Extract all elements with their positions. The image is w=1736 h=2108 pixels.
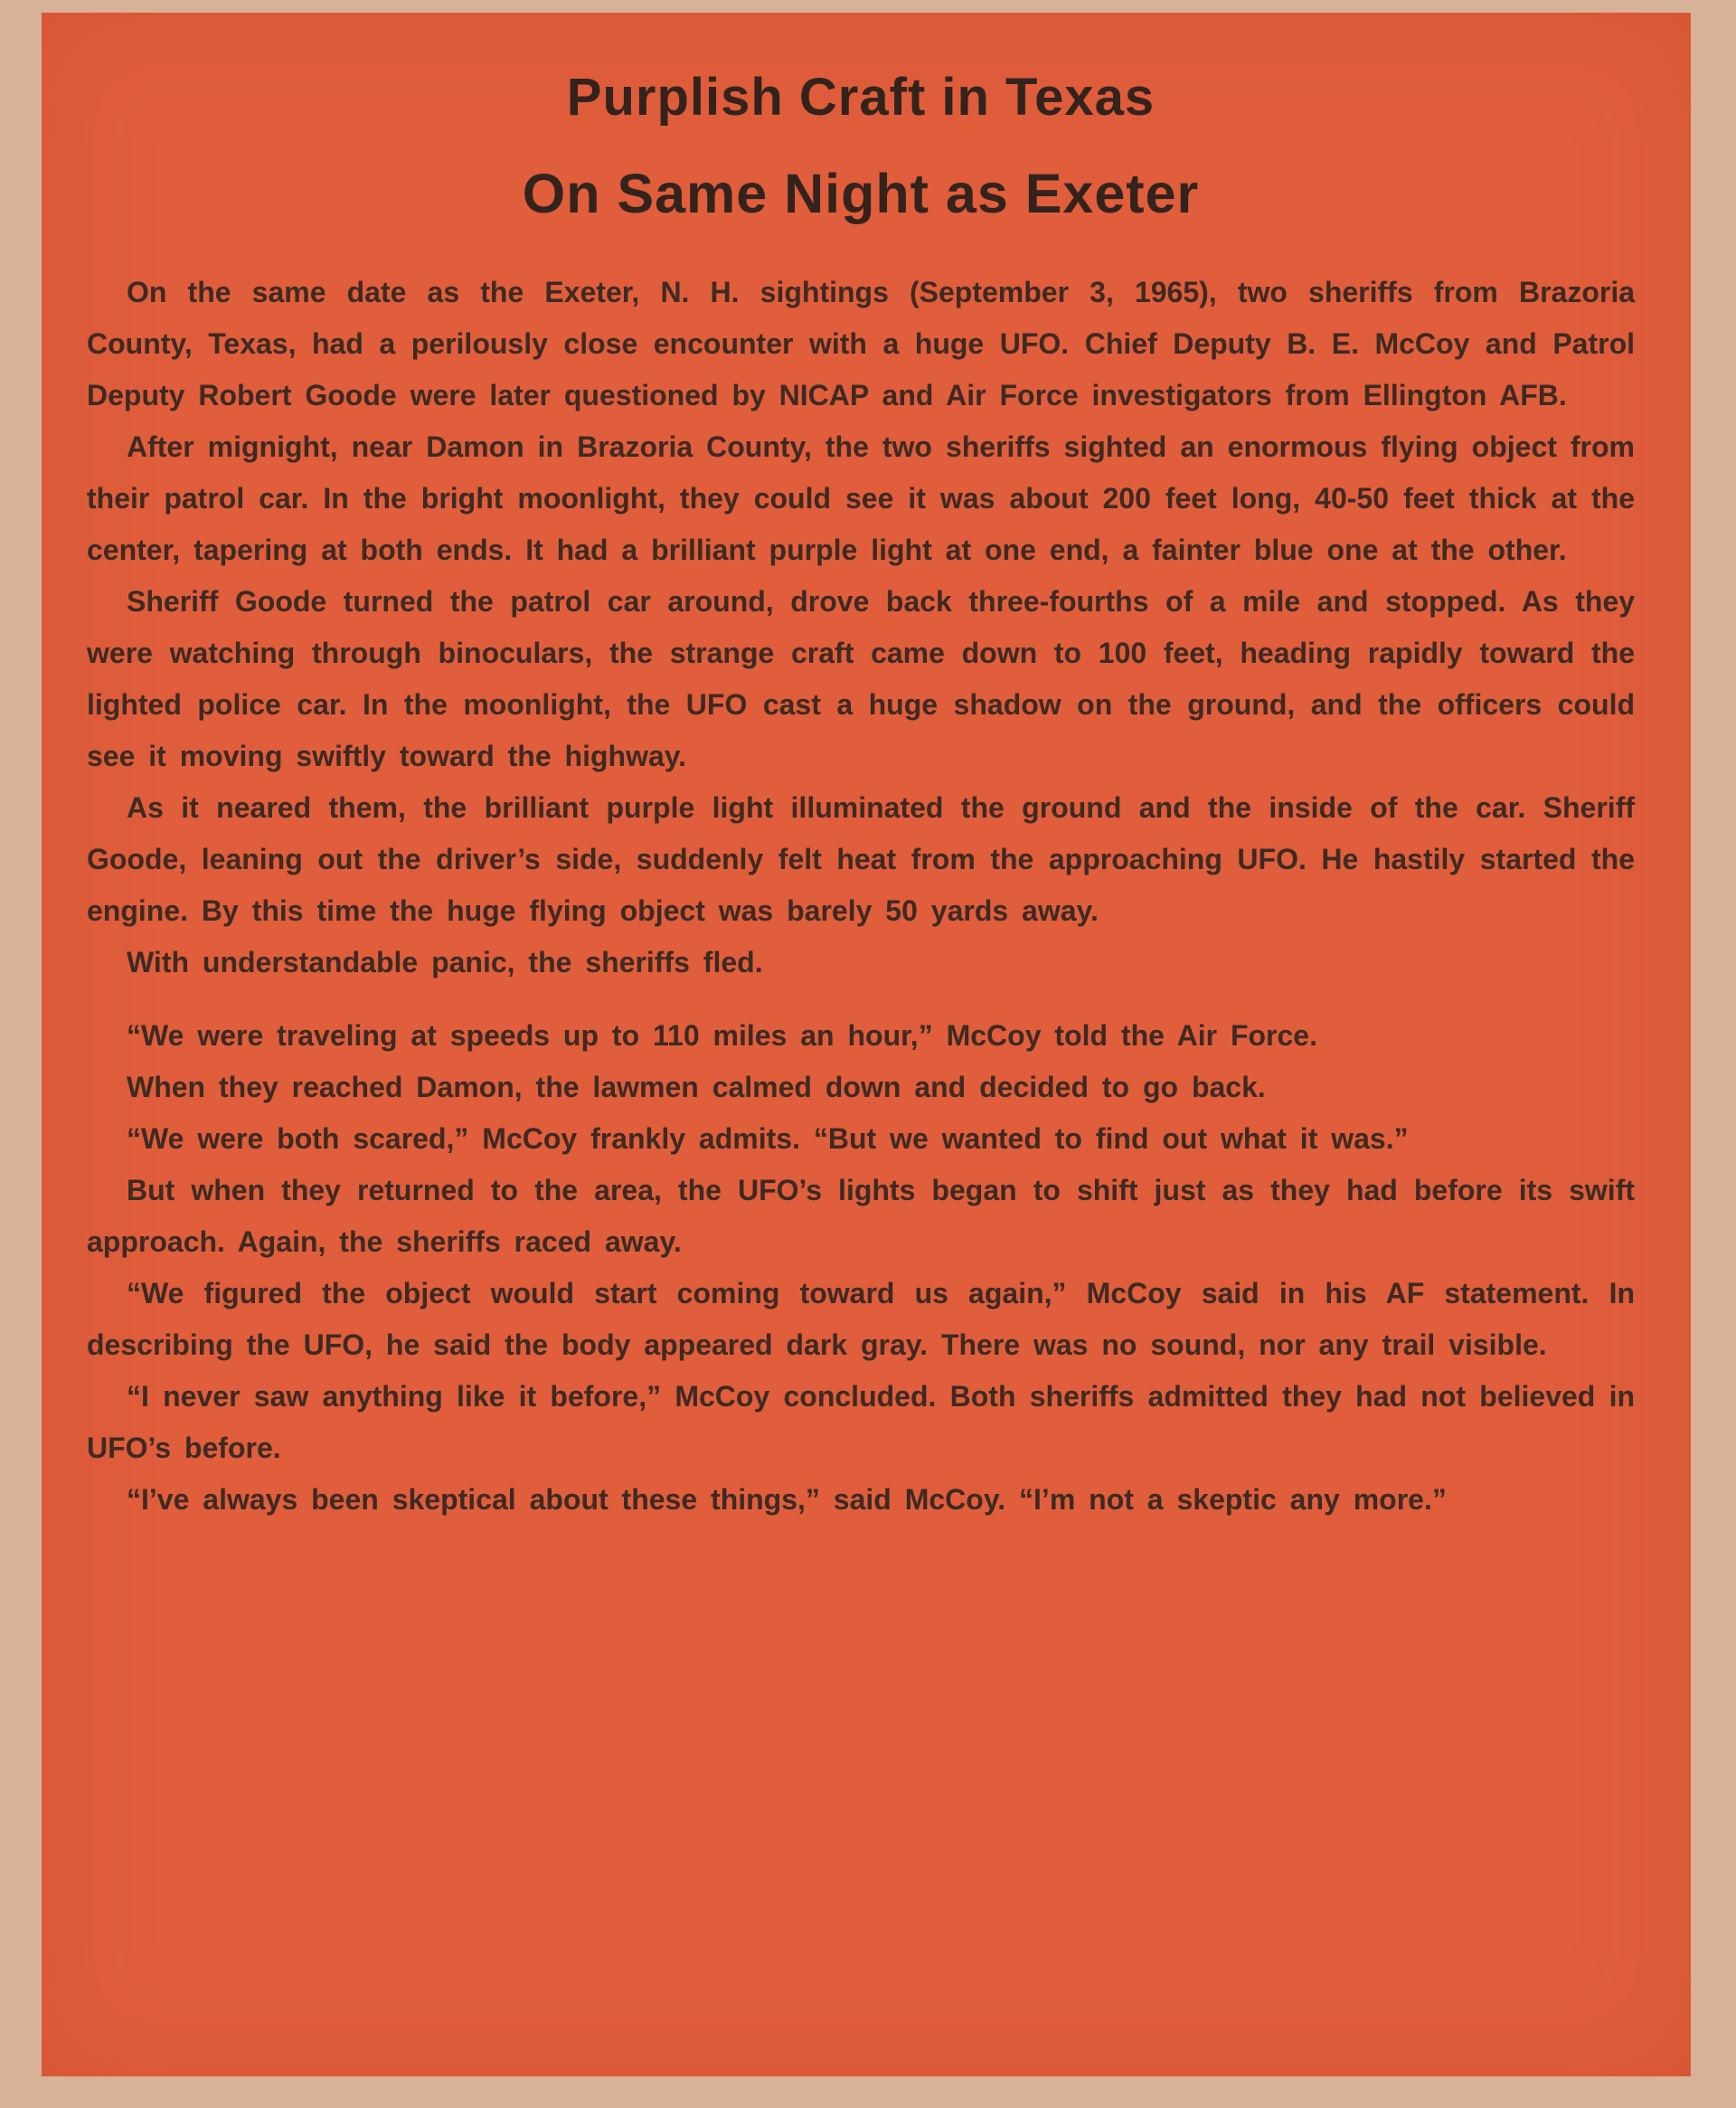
paragraph: With understandable panic, the sheriffs fled.	[127, 946, 763, 978]
paragraph: As it neared them, the brilliant purple light illuminated the ground and the inside of the car. Sheriff Goode, leaning out the driver’s side, suddenly felt heat from the approaching UFO. He hastily started the engine. By this time the huge flying object was barely 50 yards away.	[87, 791, 1635, 927]
article-title-line-1: Purplish Craft in Texas	[566, 68, 1156, 127]
paragraph: But when they returned to the area, the UFO’s lights began to shift just as they had before its swift approach. Again, the sheriffs raced away.	[87, 1174, 1635, 1258]
article-title-line-2: On Same Night as Exeter	[522, 163, 1200, 224]
paragraph: On the same date as the Exeter, N. H. sightings (September 3, 1965), two sheriffs from Brazoria County, Texas, had a perilously close encounter with a huge UFO. Chief Deputy B. E. McCoy and Patrol Deputy Robert Goode were later questioned by NICAP and Air Force investigators from Ellington AFB.	[87, 276, 1635, 411]
article	[42, 13, 1691, 1526]
paragraph: When they reached Damon, the lawmen calmed down and decided to go back.	[127, 1071, 1266, 1103]
printed-panel	[42, 13, 1691, 2076]
paragraph: After mignight, near Damon in Brazoria County, the two sheriffs sighted an enormous flying object from their patrol car. In the bright moonlight, they could see it was about 200 feet long, 40-50 feet thick at the center, tapering at both ends. It had a brilliant purple light at one end, a fainter blue one at the other.	[87, 430, 1635, 566]
paragraph: “I never saw anything like it before,” McCoy concluded. Both sheriffs admitted they had not believed in UFO’s before.	[87, 1380, 1635, 1464]
article-body	[87, 267, 1635, 1526]
paragraph: “I’ve always been skeptical about these things,” said McCoy. “I’m not a skeptic any more.”	[127, 1483, 1447, 1516]
paragraph: “We were both scared,” McCoy frankly admits. “But we wanted to find out what it was.”	[127, 1122, 1409, 1155]
paragraph: “We figured the object would start coming toward us again,” McCoy said in his AF statement. In describing the UFO, he said the body appeared dark gray. There was no sound, nor any trail visible.	[87, 1277, 1635, 1361]
paragraph: “We were traveling at speeds up to 110 miles an hour,” McCoy told the Air Force.	[127, 1019, 1317, 1052]
paragraph: Sheriff Goode turned the patrol car around, drove back three-fourths of a mile and stopped. As they were watching through binoculars, the strange craft came down to 100 feet, heading rapidly toward the lighted police car. In the moonlight, the UFO cast a huge shadow on the ground, and the officers could see it moving swiftly toward the highway.	[87, 585, 1635, 772]
